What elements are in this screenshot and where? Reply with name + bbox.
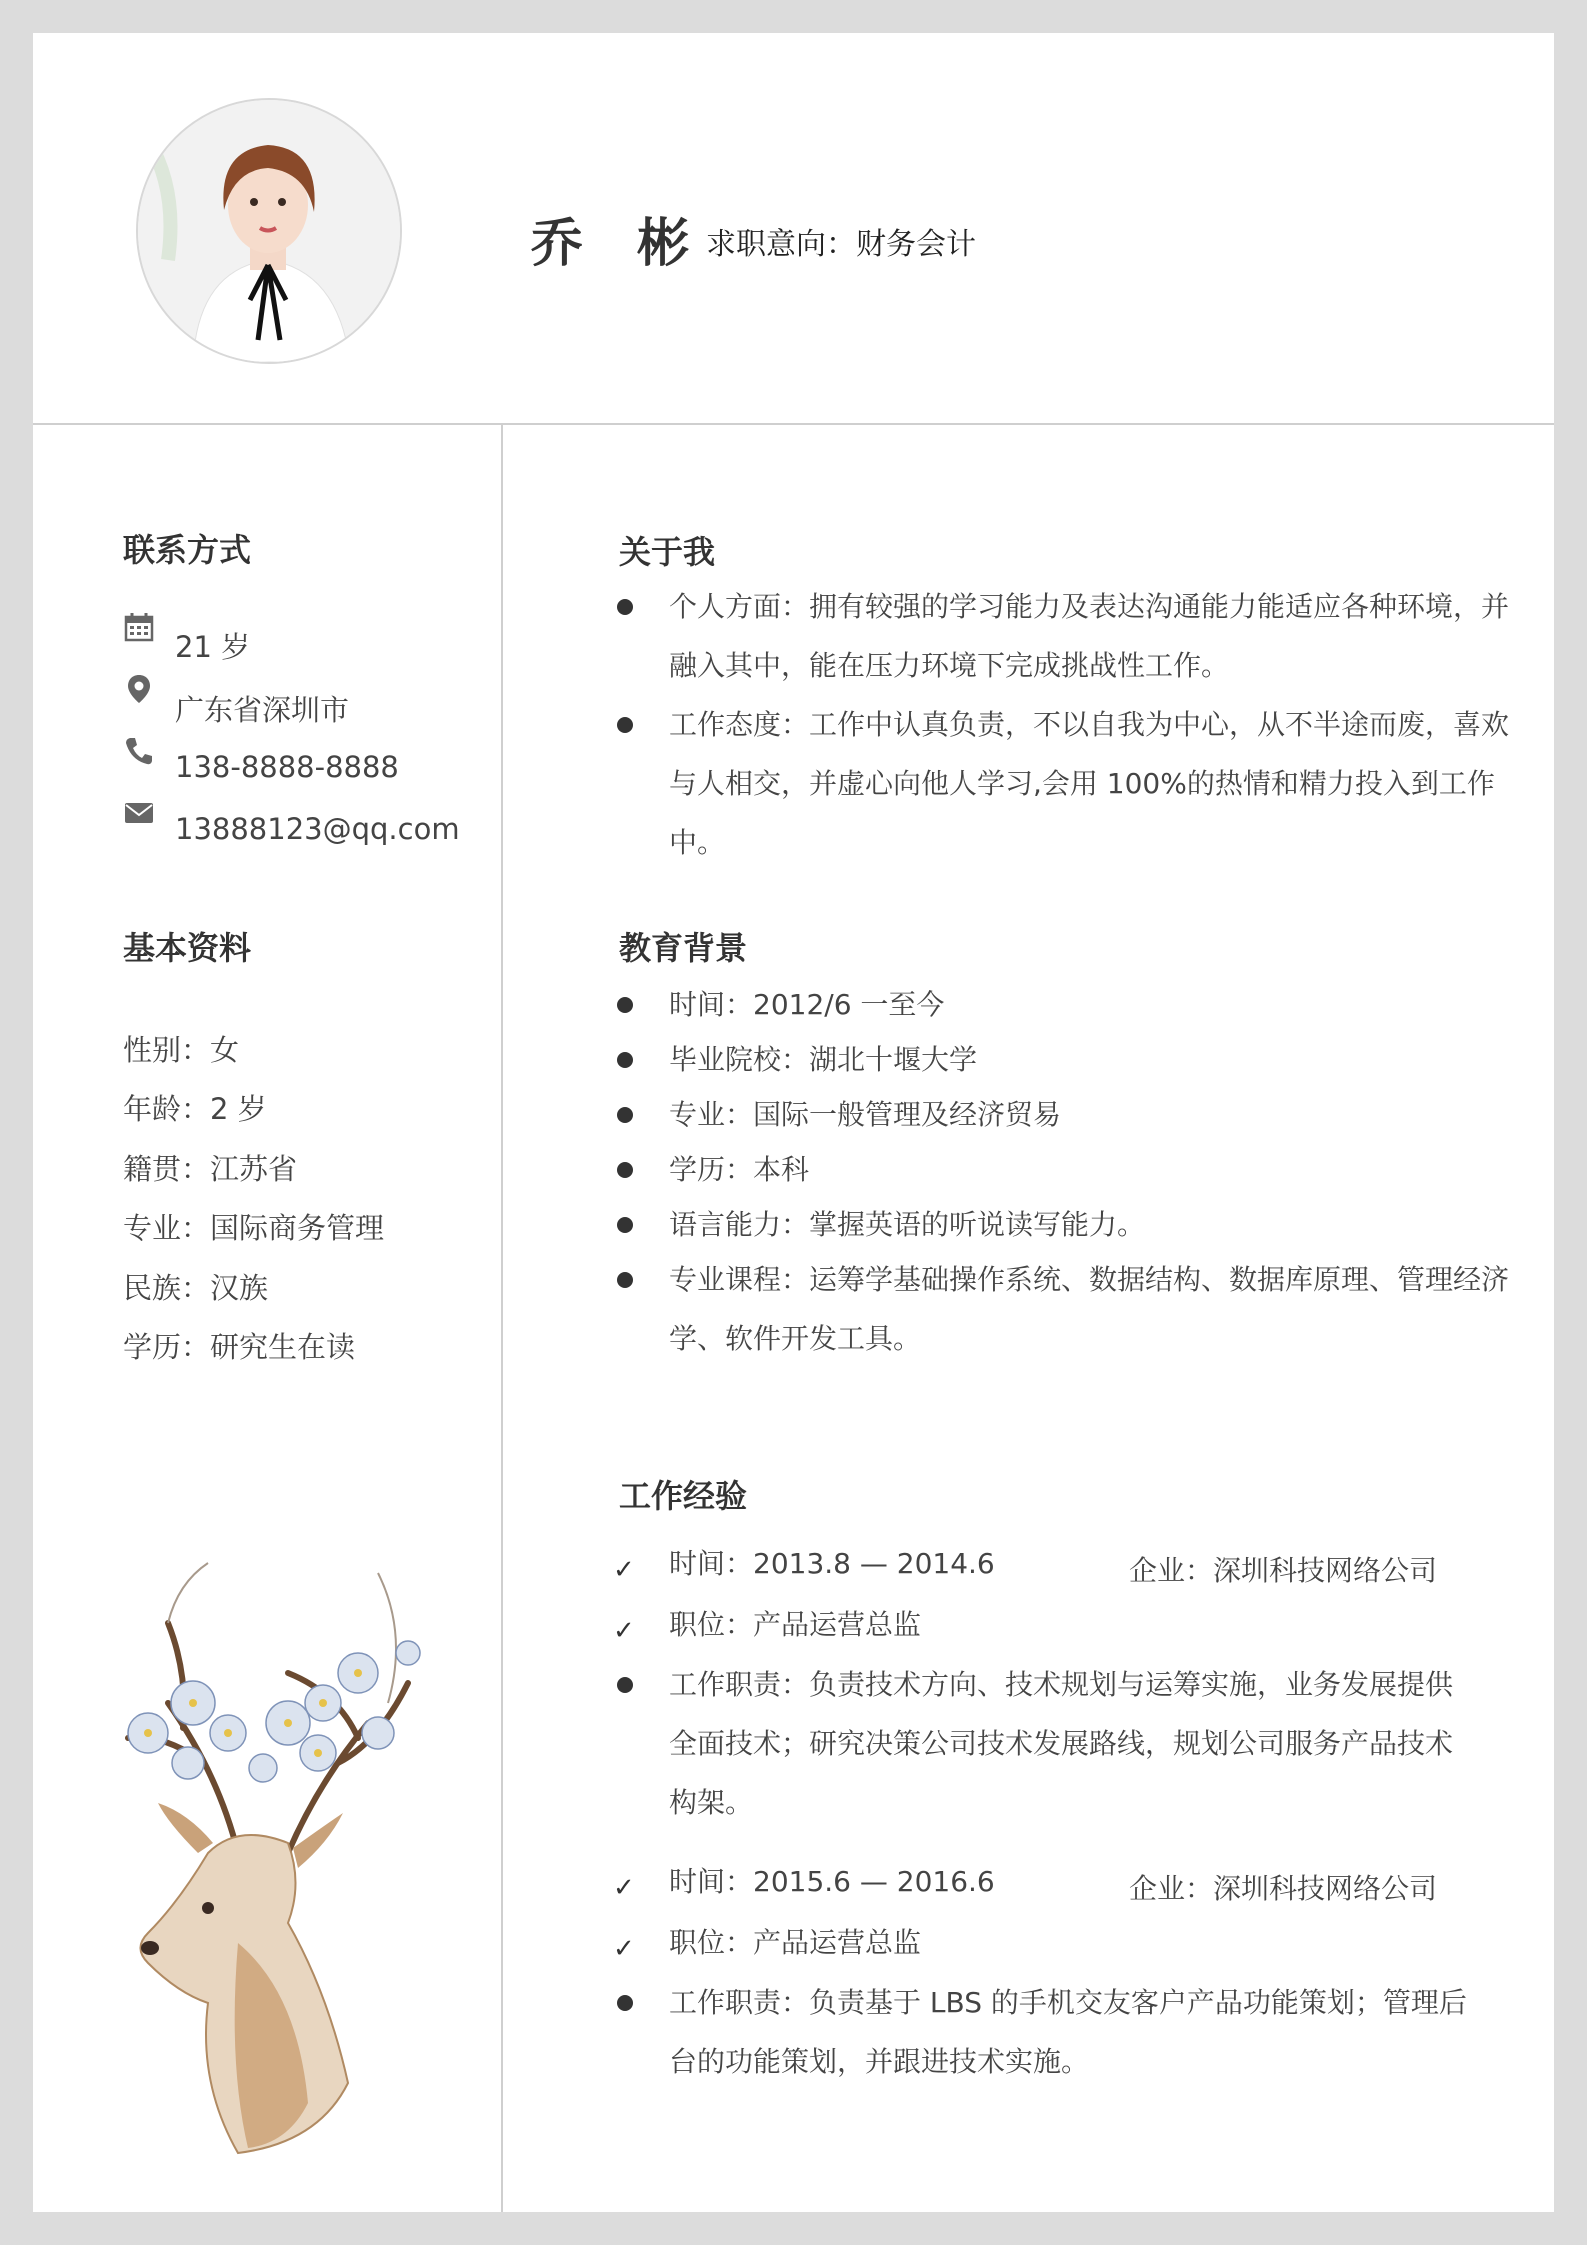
basic-degree: 学历：研究生在读 xyxy=(123,1330,356,1364)
job2-time-check-icon: ✓ xyxy=(613,1873,635,1903)
job2-position-check-icon: ✓ xyxy=(613,1934,635,1964)
job1-duty-bullet xyxy=(617,1677,633,1693)
about-section-title: 关于我 xyxy=(619,533,716,571)
job2-time: 时间：2015.6 — 2016.6 xyxy=(669,1865,995,1898)
edu-bullet-4 xyxy=(617,1162,633,1178)
edu-school: 毕业院校：湖北十堰大学 xyxy=(669,1043,978,1076)
contact-section-title: 联系方式 xyxy=(123,531,252,569)
basic-origin: 籍贯：江苏省 xyxy=(123,1152,298,1186)
edu-bullet-5 xyxy=(617,1217,633,1233)
about-item-personal: 个人方面：拥有较强的学习能力及表达沟通能力能适应各种环境，并融入其中，能在压力环境下完成挑战性工作。 xyxy=(669,590,1510,682)
about-item-attitude: 工作态度：工作中认真负责，不以自我为中心，从不半途而废，喜欢与人相交，并虚心向他人学习,会用 100%的热情和精力投入到工作中。 xyxy=(669,708,1510,859)
about-bullet-1 xyxy=(617,599,633,615)
location-pin-icon xyxy=(123,673,155,705)
edu-bullet-1 xyxy=(617,997,633,1013)
job1-time: 时间：2013.8 — 2014.6 xyxy=(669,1547,995,1580)
edu-major: 专业：国际一般管理及经济贸易 xyxy=(669,1098,1062,1131)
job2-duty-bullet xyxy=(617,1995,633,2011)
edu-bullet-2 xyxy=(617,1052,633,1068)
edu-courses: 专业课程：运筹学基础操作系统、数据结构、数据库原理、管理经济学、软件开发工具。 xyxy=(669,1263,1510,1355)
basic-age: 年龄：2 岁 xyxy=(123,1092,267,1126)
job1-position-check-icon: ✓ xyxy=(613,1616,635,1646)
header-divider xyxy=(33,423,1554,425)
mail-icon xyxy=(123,797,155,829)
edu-degree: 学历：本科 xyxy=(669,1153,810,1186)
basic-ethnicity: 民族：汉族 xyxy=(123,1271,269,1305)
job1-position: 职位：产品运营总监 xyxy=(669,1608,922,1641)
basic-gender: 性别：女 xyxy=(123,1033,240,1067)
calendar-icon xyxy=(123,611,155,643)
education-section-title: 教育背景 xyxy=(619,929,748,967)
edu-time: 时间：2012/6 一至今 xyxy=(669,988,945,1021)
edu-language: 语言能力：掌握英语的听说读写能力。 xyxy=(669,1208,1146,1241)
job1-duty: 工作职责：负责技术方向、技术规划与运筹实施，业务发展提供全面技术；研究决策公司技术发展路线，规划公司服务产品技术构架。 xyxy=(669,1668,1454,1819)
column-divider xyxy=(501,425,503,2212)
resume-header xyxy=(33,33,1554,423)
contact-phone: 138-8888-8888 xyxy=(175,750,399,784)
contact-email: 13888123@qq.com xyxy=(175,812,460,846)
job-intent: 求职意向：财务会计 xyxy=(706,227,976,262)
contact-age: 21 岁 xyxy=(175,630,251,664)
job1-time-check-icon: ✓ xyxy=(613,1555,635,1585)
contact-location: 广东省深圳市 xyxy=(175,693,350,727)
job1-company: 企业：深圳科技网络公司 xyxy=(1129,1554,1438,1587)
edu-bullet-3 xyxy=(617,1107,633,1123)
edu-bullet-6 xyxy=(617,1272,633,1288)
phone-icon xyxy=(123,735,155,767)
job2-position: 职位：产品运营总监 xyxy=(669,1926,922,1959)
profile-photo xyxy=(136,98,402,364)
about-bullet-2 xyxy=(617,717,633,733)
resume-page xyxy=(33,33,1554,2212)
basic-section-title: 基本资料 xyxy=(123,929,252,967)
basic-major: 专业：国际商务管理 xyxy=(123,1211,385,1245)
job2-company: 企业：深圳科技网络公司 xyxy=(1129,1872,1438,1905)
deer-illustration xyxy=(88,1523,468,2163)
candidate-name: 乔 彬 xyxy=(531,214,708,274)
work-section-title: 工作经验 xyxy=(619,1477,748,1515)
job2-duty: 工作职责：负责基于 LBS 的手机交友客户产品功能策划；管理后台的功能策划，并跟进技术实施。 xyxy=(669,1986,1467,2078)
